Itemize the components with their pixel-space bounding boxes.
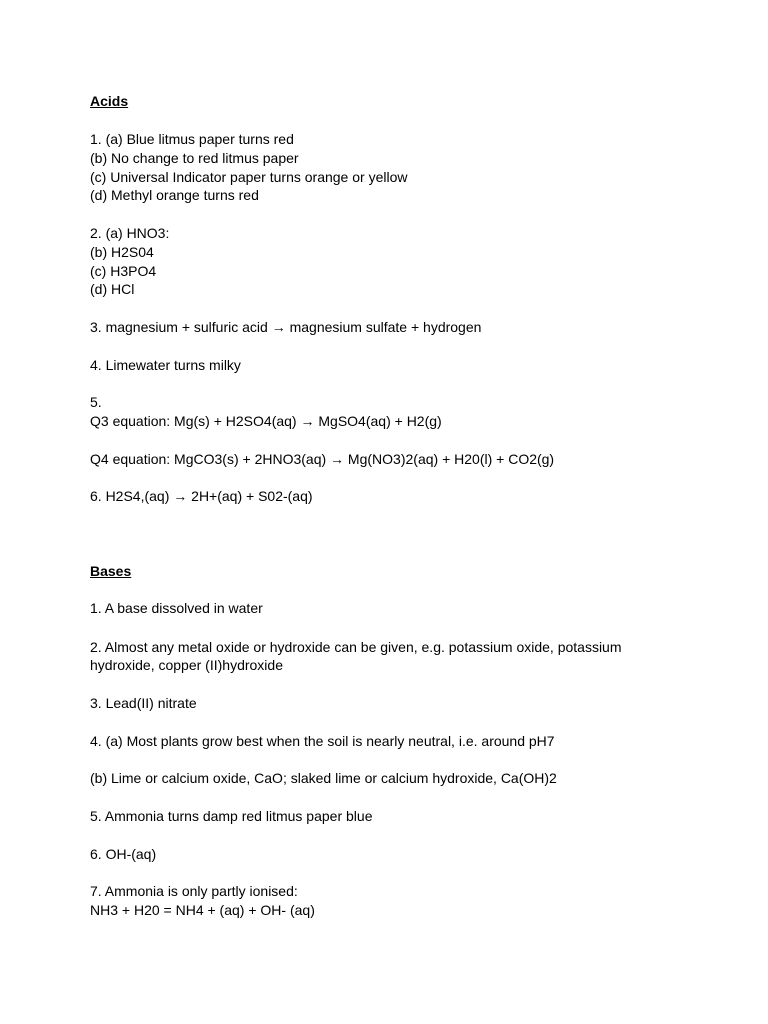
acids-q3-equation: Q3 equation: Mg(s) + H2SO4(aq) → MgSO4(aq) + H2(g) (90, 413, 442, 429)
acids-q1a: 1. (a) Blue litmus paper turns red (90, 131, 294, 147)
bases-q3: 3. Lead(II) nitrate (90, 695, 197, 711)
acids-q4: 4. Limewater turns milky (90, 357, 241, 373)
bases-q6: 6. OH-(aq) (90, 846, 157, 862)
acids-q4-equation: Q4 equation: MgCO3(s) + 2HNO3(aq) → Mg(NO3)2(aq) + H20(l) + CO2(g) (90, 451, 555, 467)
bases-q1: 1. A base dissolved in water (90, 600, 263, 616)
acids-heading: Acids (90, 93, 129, 109)
bases-q4b: (b) Lime or calcium oxide, CaO; slaked lime or calcium hydroxide, Ca(OH)2 (90, 770, 557, 786)
bases-q7-equation: NH3 + H20 = NH4 + (aq) + OH- (aq) (90, 902, 315, 918)
bases-q4a: 4. (a) Most plants grow best when the soil is nearly neutral, i.e. around pH7 (90, 733, 555, 749)
bases-q2-line1: 2. Almost any metal oxide or hydroxide can be given, e.g. potassium oxide, potassium (90, 639, 622, 655)
bases-q5: 5. Ammonia turns damp red litmus paper blue (90, 808, 373, 824)
bases-heading: Bases (90, 563, 132, 579)
acids-q3: 3. magnesium + sulfuric acid → magnesium sulfate + hydrogen (90, 319, 482, 335)
acids-q5: 5. (90, 394, 102, 410)
bases-q2-line2: hydroxide, copper (II)hydroxide (90, 657, 283, 673)
acids-q2c: (c) H3PO4 (90, 263, 157, 279)
acids-q2d: (d) HCl (90, 281, 135, 297)
bases-q7: 7. Ammonia is only partly ionised: (90, 883, 298, 899)
acids-q2b: (b) H2S04 (90, 244, 154, 260)
acids-q6: 6. H2S4,(aq) → 2H+(aq) + S02-(aq) (90, 488, 313, 504)
acids-q1b: (b) No change to red litmus paper (90, 150, 299, 166)
acids-q1c: (c) Universal Indicator paper turns orange or yellow (90, 169, 408, 185)
acids-q1d: (d) Methyl orange turns red (90, 187, 259, 203)
acids-q2a: 2. (a) HNO3: (90, 225, 170, 241)
